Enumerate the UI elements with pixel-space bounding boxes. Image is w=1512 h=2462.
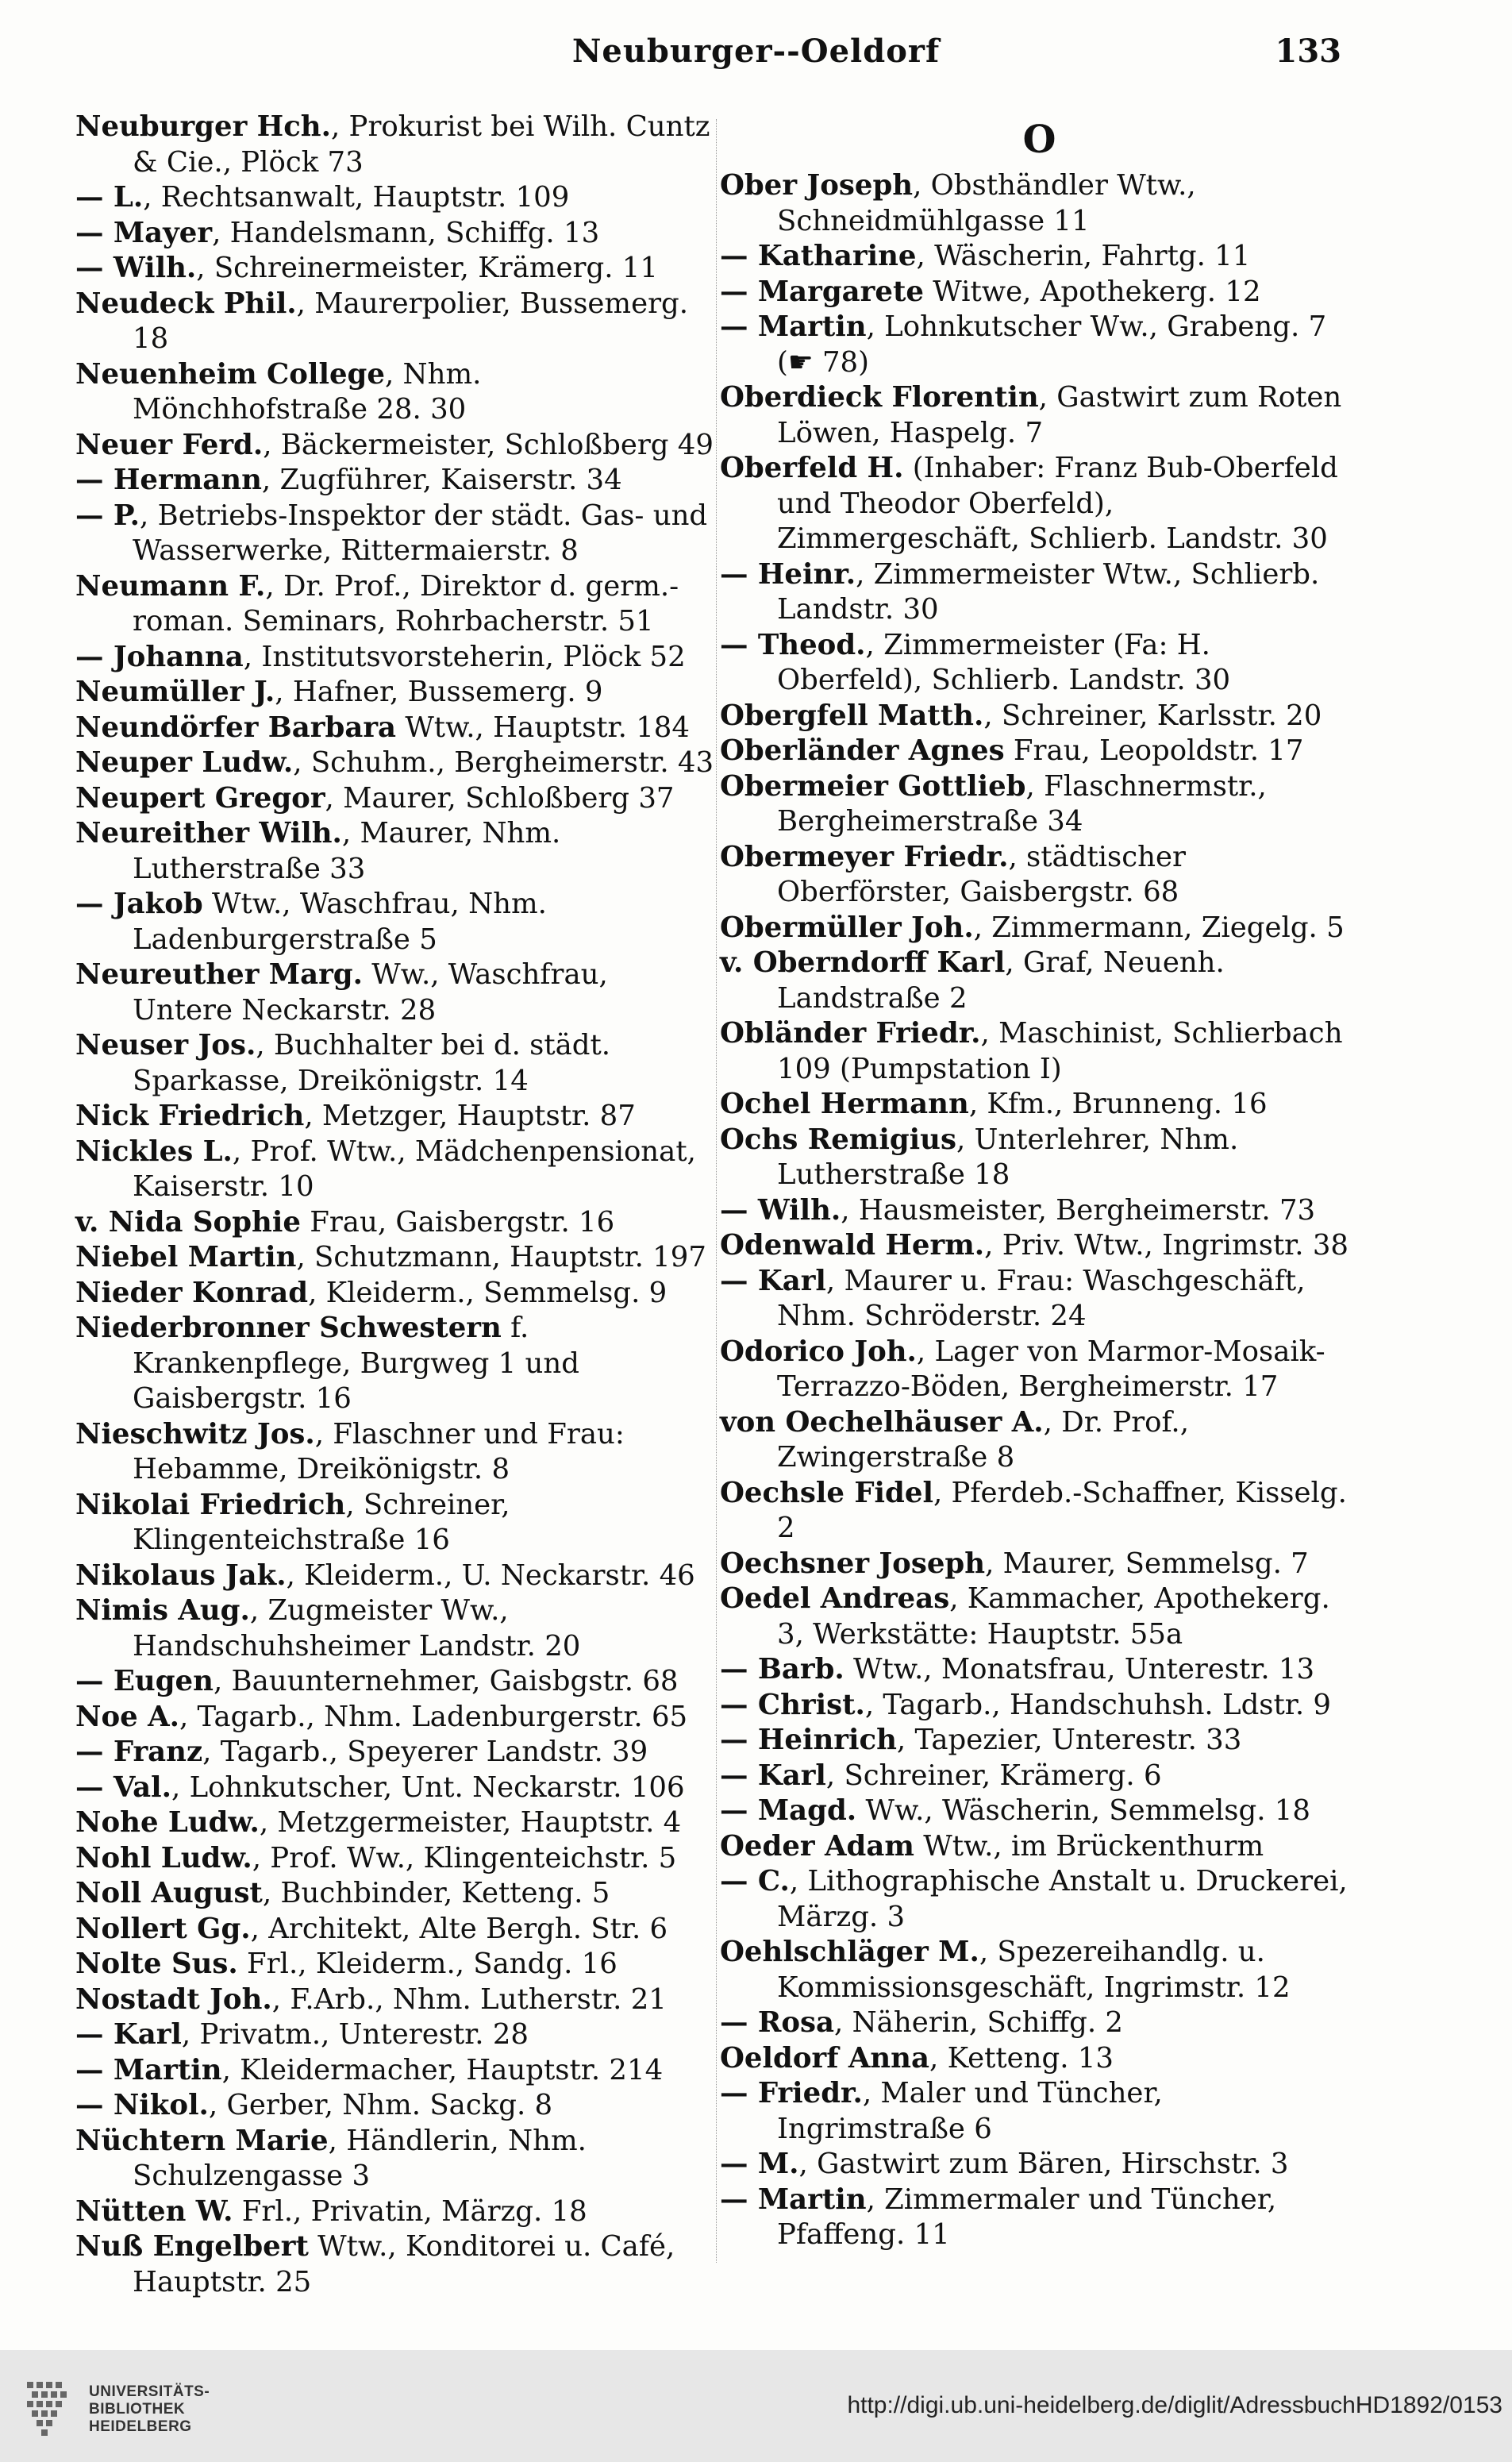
- directory-entry: [720, 2005, 1359, 2041]
- entry-name: Niederbronner Schwestern: [75, 1312, 502, 1344]
- library-name-line: UNIVERSITÄTS-: [89, 2383, 210, 2400]
- directory-entry: [720, 310, 1359, 380]
- entry-details: , Dr. Prof., Direktor d. germ.-roman. Seminars, Rohrbacherstr. 51: [133, 569, 679, 638]
- entry-name: Niebel Martin: [75, 1241, 297, 1273]
- entry-details: , Gerber, Nhm. Sackg. 8: [208, 2089, 553, 2121]
- entry-name: Obermüller Joh.: [720, 911, 974, 944]
- library-name-line: BIBLIOTHEK: [89, 2401, 186, 2418]
- directory-entry: [720, 699, 1359, 734]
- entry-details: , Lohnkutscher, Unt. Neckarstr. 106: [171, 1770, 685, 1804]
- entry-name: — Nikol.: [75, 2089, 209, 2121]
- entry-details: , Gastwirt zum Roten Löwen, Haspelg. 7: [777, 381, 1342, 449]
- left-column: [75, 110, 714, 2300]
- entry-name: — Margarete: [720, 275, 924, 308]
- entry-name: Nütten W.: [75, 2194, 233, 2228]
- directory-entry: [720, 2076, 1359, 2147]
- directory-entry: [75, 251, 714, 287]
- directory-entry: [75, 1982, 714, 2018]
- entry-name: Neumann F.: [75, 569, 266, 603]
- entry-details: , Nhm. Mönchhofstraße 28. 30: [133, 357, 482, 426]
- entry-details: , Obsthändler Wtw., Schneidmühlgasse 11: [777, 169, 1196, 237]
- entry-name: — Theod.: [720, 628, 866, 661]
- entry-name: Ochel Hermann: [720, 1088, 969, 1120]
- entry-name: Nieschwitz Jos.: [75, 1417, 315, 1451]
- directory-entry: [75, 110, 714, 180]
- entry-details: Frl., Privatin, Märzg. 18: [233, 2194, 587, 2228]
- entry-name: Nikolai Friedrich: [75, 1488, 346, 1521]
- entry-name: — Katharine: [720, 240, 917, 272]
- entry-details: , Buchhalter bei d. städt. Sparkasse, Dreikönigstr. 14: [133, 1029, 611, 1097]
- directory-entry: [75, 2053, 714, 2089]
- entry-name: Neumüller J.: [75, 676, 275, 708]
- entry-details: , Maurer, Schloßberg 37: [325, 781, 675, 815]
- entry-details: , Ketteng. 13: [929, 2041, 1114, 2075]
- directory-entry: [75, 781, 714, 817]
- entry-name: — Jakob: [75, 888, 203, 920]
- entry-name: Neuper Ludw.: [75, 746, 294, 779]
- directory-entry: [720, 275, 1359, 310]
- entry-name: Oberfeld H.: [720, 452, 904, 484]
- entry-name: — Heinrich: [720, 1724, 897, 1756]
- footer-bar: [0, 2350, 1512, 2462]
- entry-details: , Graf, Neuenh. Landstraße 2: [777, 946, 1225, 1015]
- entry-details: , Schreiner, Karlsstr. 20: [983, 699, 1322, 732]
- entry-name: Oeldorf Anna: [720, 2041, 929, 2075]
- directory-entry: [75, 746, 714, 781]
- entry-name: — Hermann: [75, 464, 262, 496]
- directory-entry: [720, 1723, 1359, 1759]
- entry-name: Nimis Aug.: [75, 1594, 250, 1627]
- entry-name: Oberländer Agnes: [720, 734, 1005, 767]
- entry-name: — Johanna: [75, 640, 244, 673]
- directory-entry: [720, 1688, 1359, 1724]
- entry-name: — Magd.: [720, 1794, 857, 1827]
- directory-entry: [720, 840, 1359, 911]
- directory-entry: [720, 557, 1359, 628]
- entry-name: Nüchtern Marie: [75, 2124, 329, 2157]
- entry-details: f. Krankenpflege, Burgweg 1 und Gaisbergstr. 16: [133, 1312, 579, 1415]
- entry-name: Noe A.: [75, 1700, 179, 1733]
- entry-details: , Maurer, Nhm. Lutherstraße 33: [133, 817, 561, 885]
- entry-name: Oedel Andreas: [720, 1582, 950, 1615]
- entry-name: Neuburger Hch.: [75, 110, 331, 143]
- entry-name: Nuß Engelbert: [75, 2230, 309, 2263]
- directory-entry: [75, 957, 714, 1028]
- section-letter: O: [1022, 118, 1056, 162]
- entry-name: — Val.: [75, 1770, 171, 1804]
- directory-entry: [720, 1123, 1359, 1193]
- entry-name: Nolte Sus.: [75, 1948, 238, 1980]
- entry-name: — Franz: [75, 1736, 203, 1768]
- entry-details: Ww., Waschfrau, Untere Neckarstr. 28: [133, 958, 608, 1027]
- entry-details: , Maurer, Semmelsg. 7: [985, 1547, 1309, 1580]
- directory-entry: [720, 2147, 1359, 2183]
- entry-details: , Pferdeb.-Schaffner, Kisselg. 2: [777, 1476, 1347, 1544]
- entry-details: , Hausmeister, Bergheimerstr. 73: [841, 1193, 1316, 1227]
- permalink-url[interactable]: http://digi.ub.uni-heidelberg.de/diglit/AdressbuchHD1892/0153: [847, 2392, 1502, 2418]
- directory-entry: [75, 180, 714, 216]
- entry-name: Ober Joseph: [720, 169, 914, 202]
- entry-name: Obergfell Matth.: [720, 699, 984, 732]
- directory-entry: [720, 168, 1359, 239]
- entry-name: — Barb.: [720, 1653, 844, 1686]
- directory-entry: [720, 946, 1359, 1016]
- right-column: [720, 110, 1359, 2253]
- library-name-line: HEIDELBERG: [89, 2418, 192, 2435]
- entry-details: , Maschinist, Schlierbach 109 (Pumpstation I): [777, 1017, 1343, 1085]
- entry-details: , Institutsvorsteherin, Plöck 52: [243, 640, 686, 673]
- entry-name: — Friedr.: [720, 2077, 863, 2109]
- entry-details: , Tagarb., Nhm. Ladenburgerstr. 65: [179, 1700, 688, 1733]
- entry-name: Oechsner Joseph: [720, 1547, 986, 1580]
- directory-entry: [75, 2017, 714, 2053]
- library-name: [89, 2383, 210, 2436]
- entry-details: Frau, Leopoldstr. 17: [1004, 734, 1304, 767]
- entry-name: — L.: [75, 181, 144, 214]
- entry-details: , Tagarb., Handschuhsh. Ldstr. 9: [864, 1688, 1332, 1721]
- directory-entry: [75, 216, 714, 252]
- directory-entry: [75, 2194, 714, 2230]
- directory-entry: [75, 499, 714, 569]
- entry-details: , Prof. Wtw., Mädchenpensionat, Kaiserstr. 10: [133, 1135, 696, 1203]
- entry-name: Obermeier Gottlieb: [720, 769, 1026, 803]
- entry-name: — Martin: [720, 2183, 867, 2216]
- entry-details: , Lithographische Anstalt u. Druckerei, Märzg. 3: [777, 1865, 1348, 1933]
- entry-name: — C.: [720, 1865, 790, 1898]
- entry-details: Wtw., Hauptstr. 184: [396, 711, 690, 744]
- entry-details: , Priv. Wtw., Ingrimstr. 38: [984, 1229, 1348, 1262]
- entry-details: , Rechtsanwalt, Hauptstr. 109: [143, 181, 570, 214]
- directory-entry: [75, 463, 714, 499]
- directory-entry: [75, 428, 714, 464]
- entry-details: , Prokurist bei Wilh. Cuntz & Cie., Plöck 73: [133, 110, 710, 179]
- entry-name: — Wilh.: [720, 1193, 841, 1227]
- entry-details: , Schreiner, Krämerg. 6: [825, 1759, 1162, 1792]
- directory-entry: [720, 380, 1359, 451]
- directory-entry: [720, 1759, 1359, 1794]
- entry-details: , Prof. Ww., Klingenteichstr. 5: [252, 1841, 677, 1874]
- entry-details: , Bäckermeister, Schloßberg 49: [263, 428, 714, 461]
- entry-name: — Christ.: [720, 1688, 865, 1721]
- directory-entry: [720, 628, 1359, 699]
- entry-details: , Lohnkutscher Ww., Grabeng. 7 (☛ 78): [777, 310, 1327, 379]
- directory-entry: [720, 1582, 1359, 1652]
- entry-details: , Tapezier, Unterestr. 33: [896, 1724, 1242, 1756]
- directory-entry: [75, 1912, 714, 1948]
- page-number: 133: [1275, 33, 1341, 70]
- entry-name: v. Nida Sophie: [75, 1205, 301, 1239]
- entry-details: , Näherin, Schiffg. 2: [834, 2006, 1123, 2039]
- directory-entry: [75, 1028, 714, 1099]
- entry-name: Neureuther Marg.: [75, 958, 363, 991]
- entry-details: , Hafner, Bussemerg. 9: [275, 676, 603, 708]
- entry-name: Nollert Gg.: [75, 1912, 251, 1945]
- entry-name: Noll August: [75, 1877, 263, 1909]
- directory-entry: [720, 1547, 1359, 1582]
- entry-details: Wtw., Waschfrau, Nhm. Ladenburgerstraße 5: [133, 888, 547, 956]
- entry-name: — Mayer: [75, 216, 213, 249]
- entry-name: Nostadt Joh.: [75, 1982, 272, 2016]
- entry-name: — Martin: [75, 2053, 222, 2086]
- directory-entry: [75, 2088, 714, 2124]
- entry-details: , Zugmeister Ww., Handschuhsheimer Landstr. 20: [133, 1594, 581, 1663]
- entry-details: , Flaschner und Frau: Hebamme, Dreikönigstr. 8: [133, 1417, 625, 1485]
- entry-details: , Kleiderm., U. Neckarstr. 46: [286, 1558, 695, 1592]
- directory-entry: [720, 1405, 1359, 1476]
- entry-details: , städtischer Oberförster, Gaisbergstr. 68: [777, 840, 1186, 908]
- directory-entry: [720, 734, 1359, 769]
- directory-entry: [720, 911, 1359, 946]
- directory-entry: [720, 1087, 1359, 1123]
- entry-name: Ochs Remigius: [720, 1123, 956, 1156]
- entry-name: — Eugen: [75, 1665, 214, 1697]
- entry-name: Oeder Adam: [720, 1829, 914, 1863]
- entry-details: , Kammacher, Apothekerg. 3, Werkstätte: Hauptstr. 55a: [777, 1582, 1330, 1651]
- directory-entry: [75, 816, 714, 887]
- entry-details: , Spezereihandlg. u. Kommissionsgeschäft, Ingrimstr. 12: [777, 1936, 1291, 2004]
- directory-entry: [75, 640, 714, 676]
- directory-entry: [720, 1652, 1359, 1688]
- entry-details: , Gastwirt zum Bären, Hirschstr. 3: [798, 2148, 1289, 2180]
- page-header: [0, 24, 1512, 79]
- entry-details: , Metzgermeister, Hauptstr. 4: [259, 1806, 682, 1839]
- directory-entry: [75, 1240, 714, 1276]
- entry-details: , Maurerpolier, Bussemerg. 18: [133, 287, 689, 355]
- entry-details: , Kleidermacher, Hauptstr. 214: [221, 2053, 664, 2086]
- entry-details: , Zimmermeister (Fa: H. Oberfeld), Schlierb. Landstr. 30: [777, 628, 1231, 696]
- entry-name: Neupert Gregor: [75, 781, 325, 815]
- entry-details: Wtw., Monatsfrau, Unterestr. 13: [844, 1653, 1315, 1686]
- entry-name: Obländer Friedr.: [720, 1017, 981, 1050]
- entry-details: , Dr. Prof., Zwingerstraße 8: [777, 1405, 1189, 1474]
- entry-details: Witwe, Apothekerg. 12: [923, 275, 1261, 308]
- directory-entry: [75, 1276, 714, 1312]
- entry-details: , Betriebs-Inspektor der städt. Gas- und Wasserwerke, Rittermaierstr. 8: [133, 499, 708, 567]
- entry-name: v. Oberndorff Karl: [720, 946, 1006, 979]
- entry-details: , Kleiderm., Semmelsg. 9: [308, 1276, 668, 1309]
- entry-name: — Wilh.: [75, 252, 197, 284]
- directory-entry: [75, 357, 714, 428]
- directory-entry: [75, 1700, 714, 1736]
- entry-details: , Buchbinder, Ketteng. 5: [262, 1877, 610, 1909]
- directory-entry: [720, 1476, 1359, 1547]
- entry-details: , Lager von Marmor-Mosaik-Terrazzo-Böden, Bergheimerstr. 17: [777, 1335, 1325, 1403]
- running-title: Neuburger--Oeldorf: [571, 33, 941, 70]
- directory-entry: [75, 569, 714, 640]
- entry-name: Oehlschläger M.: [720, 1936, 979, 1968]
- directory-entry: [720, 1264, 1359, 1335]
- directory-entry: [720, 1864, 1359, 1935]
- entry-name: Nick Friedrich: [75, 1100, 305, 1132]
- entry-details: , Zugführer, Kaiserstr. 34: [261, 464, 622, 496]
- directory-entry: [720, 2183, 1359, 2253]
- entry-name: Nohl Ludw.: [75, 1841, 252, 1874]
- entry-details: , Metzger, Hauptstr. 87: [304, 1100, 636, 1132]
- entry-details: , Maler und Tüncher, Ingrimstraße 6: [777, 2077, 1163, 2145]
- entry-name: — Karl: [75, 2018, 182, 2051]
- directory-entry: [720, 1935, 1359, 2005]
- entry-name: Obermeyer Friedr.: [720, 840, 1009, 873]
- entry-name: — M.: [720, 2148, 799, 2180]
- directory-entry: [720, 1335, 1359, 1405]
- directory-entry: [75, 1770, 714, 1806]
- directory-entry: [75, 887, 714, 957]
- entry-details: , Zimmermeister Wtw., Schlierb. Landstr. 30: [777, 557, 1320, 626]
- directory-entry: [720, 1228, 1359, 1264]
- directory-entry: [75, 1558, 714, 1594]
- directory-entry: [75, 1664, 714, 1700]
- entry-details: , Zimmermaler und Tüncher, Pfaffeng. 11: [777, 2183, 1277, 2251]
- directory-entry: [75, 1099, 714, 1135]
- entry-details: Frau, Gaisbergstr. 16: [300, 1205, 615, 1239]
- entry-name: Neudeck Phil.: [75, 287, 297, 320]
- directory-entry: [720, 1016, 1359, 1087]
- directory-entry: [75, 1488, 714, 1558]
- entry-details: , Zimmermann, Ziegelg. 5: [973, 911, 1345, 944]
- entry-details: Wtw., im Brückenthurm: [914, 1829, 1264, 1863]
- directory-entry: [720, 239, 1359, 275]
- entry-details: , Architekt, Alte Bergh. Str. 6: [250, 1912, 668, 1945]
- entry-details: , Wäscherin, Fahrtg. 11: [916, 240, 1251, 272]
- directory-entry: [720, 1794, 1359, 1829]
- entry-name: Neuer Ferd.: [75, 428, 264, 461]
- entry-name: Oberdieck Florentin: [720, 381, 1039, 414]
- entry-details: , Schreiner, Klingenteichstraße 16: [133, 1488, 510, 1556]
- university-seal-icon: [22, 2375, 82, 2439]
- entry-details: , Schreinermeister, Krämerg. 11: [196, 252, 658, 284]
- entry-details: , Schutzmann, Hauptstr. 197: [296, 1241, 706, 1273]
- entry-details: , F.Arb., Nhm. Lutherstr. 21: [271, 1982, 667, 2016]
- entry-name: Nikolaus Jak.: [75, 1558, 287, 1592]
- entry-name: Neuser Jos.: [75, 1029, 256, 1061]
- directory-entry: [75, 675, 714, 711]
- entry-name: — Heinr.: [720, 557, 856, 591]
- directory-entry: [75, 1841, 714, 1877]
- entry-name: Oechsle Fidel: [720, 1476, 933, 1509]
- entry-name: Nohe Ludw.: [75, 1806, 260, 1839]
- entry-details: , Kfm., Brunneng. 16: [968, 1088, 1268, 1120]
- directory-entry: [720, 451, 1359, 557]
- directory-entry: [75, 1876, 714, 1912]
- column-divider: [716, 119, 717, 2263]
- directory-entry: [75, 711, 714, 746]
- entry-name: — Martin: [720, 310, 867, 343]
- entry-details: , Flaschnermstr., Bergheimerstraße 34: [777, 769, 1267, 838]
- directory-entry: [75, 1417, 714, 1488]
- directory-entry: [75, 2229, 714, 2300]
- entry-name: Odenwald Herm.: [720, 1229, 985, 1262]
- directory-entry: [720, 1829, 1359, 1865]
- directory-entry: [75, 2124, 714, 2194]
- entry-name: Neureither Wilh.: [75, 817, 342, 850]
- entry-details: , Privatm., Unterestr. 28: [181, 2018, 529, 2051]
- entry-details: Frl., Kleiderm., Sandg. 16: [237, 1948, 617, 1980]
- entry-details: , Maurer u. Frau: Waschgeschäft, Nhm. Schröderstr. 24: [777, 1264, 1306, 1332]
- entry-details: , Händlerin, Nhm. Schulzengasse 3: [133, 2124, 587, 2192]
- entry-name: — Rosa: [720, 2006, 835, 2039]
- directory-entry: [75, 1805, 714, 1841]
- entry-details: , Bauunternehmer, Gaisbgstr. 68: [213, 1665, 679, 1697]
- directory-entry: [720, 2041, 1359, 2077]
- entry-name: — P.: [75, 499, 140, 532]
- directory-entry: [720, 769, 1359, 840]
- right-column-entries: [720, 168, 1359, 2253]
- directory-entry: [75, 1735, 714, 1770]
- entry-name: — Karl: [720, 1759, 826, 1792]
- directory-entry: [75, 1947, 714, 1982]
- entry-details: Wtw., Konditorei u. Café, Hauptstr. 25: [133, 2230, 675, 2298]
- entry-name: Neuenheim College: [75, 357, 385, 391]
- entry-details: (Inhaber: Franz Bub-Oberfeld und Theodor Oberfeld), Zimmergeschäft, Schlierb. Landstr. 30: [777, 452, 1338, 555]
- directory-entry: [720, 1193, 1359, 1229]
- directory-entry: [75, 1593, 714, 1664]
- entry-name: — Karl: [720, 1264, 826, 1297]
- entry-details: , Handelsmann, Schiffg. 13: [212, 216, 600, 249]
- entry-name: Nickles L.: [75, 1135, 233, 1168]
- entry-name: Nieder Konrad: [75, 1276, 309, 1309]
- entry-name: Neundörfer Barbara: [75, 711, 397, 744]
- directory-entry: [75, 1205, 714, 1241]
- directory-entry: [75, 287, 714, 357]
- entry-name: von Oechelhäuser A.: [720, 1405, 1044, 1439]
- entry-details: Ww., Wäscherin, Semmelsg. 18: [856, 1794, 1310, 1827]
- entry-details: , Tagarb., Speyerer Landstr. 39: [202, 1736, 648, 1768]
- entry-details: , Unterlehrer, Nhm. Lutherstraße 18: [777, 1123, 1239, 1191]
- entry-details: , Schuhm., Bergheimerstr. 43: [293, 746, 714, 779]
- directory-entry: [75, 1311, 714, 1417]
- entry-name: Odorico Joh.: [720, 1335, 917, 1368]
- directory-entry: [75, 1135, 714, 1205]
